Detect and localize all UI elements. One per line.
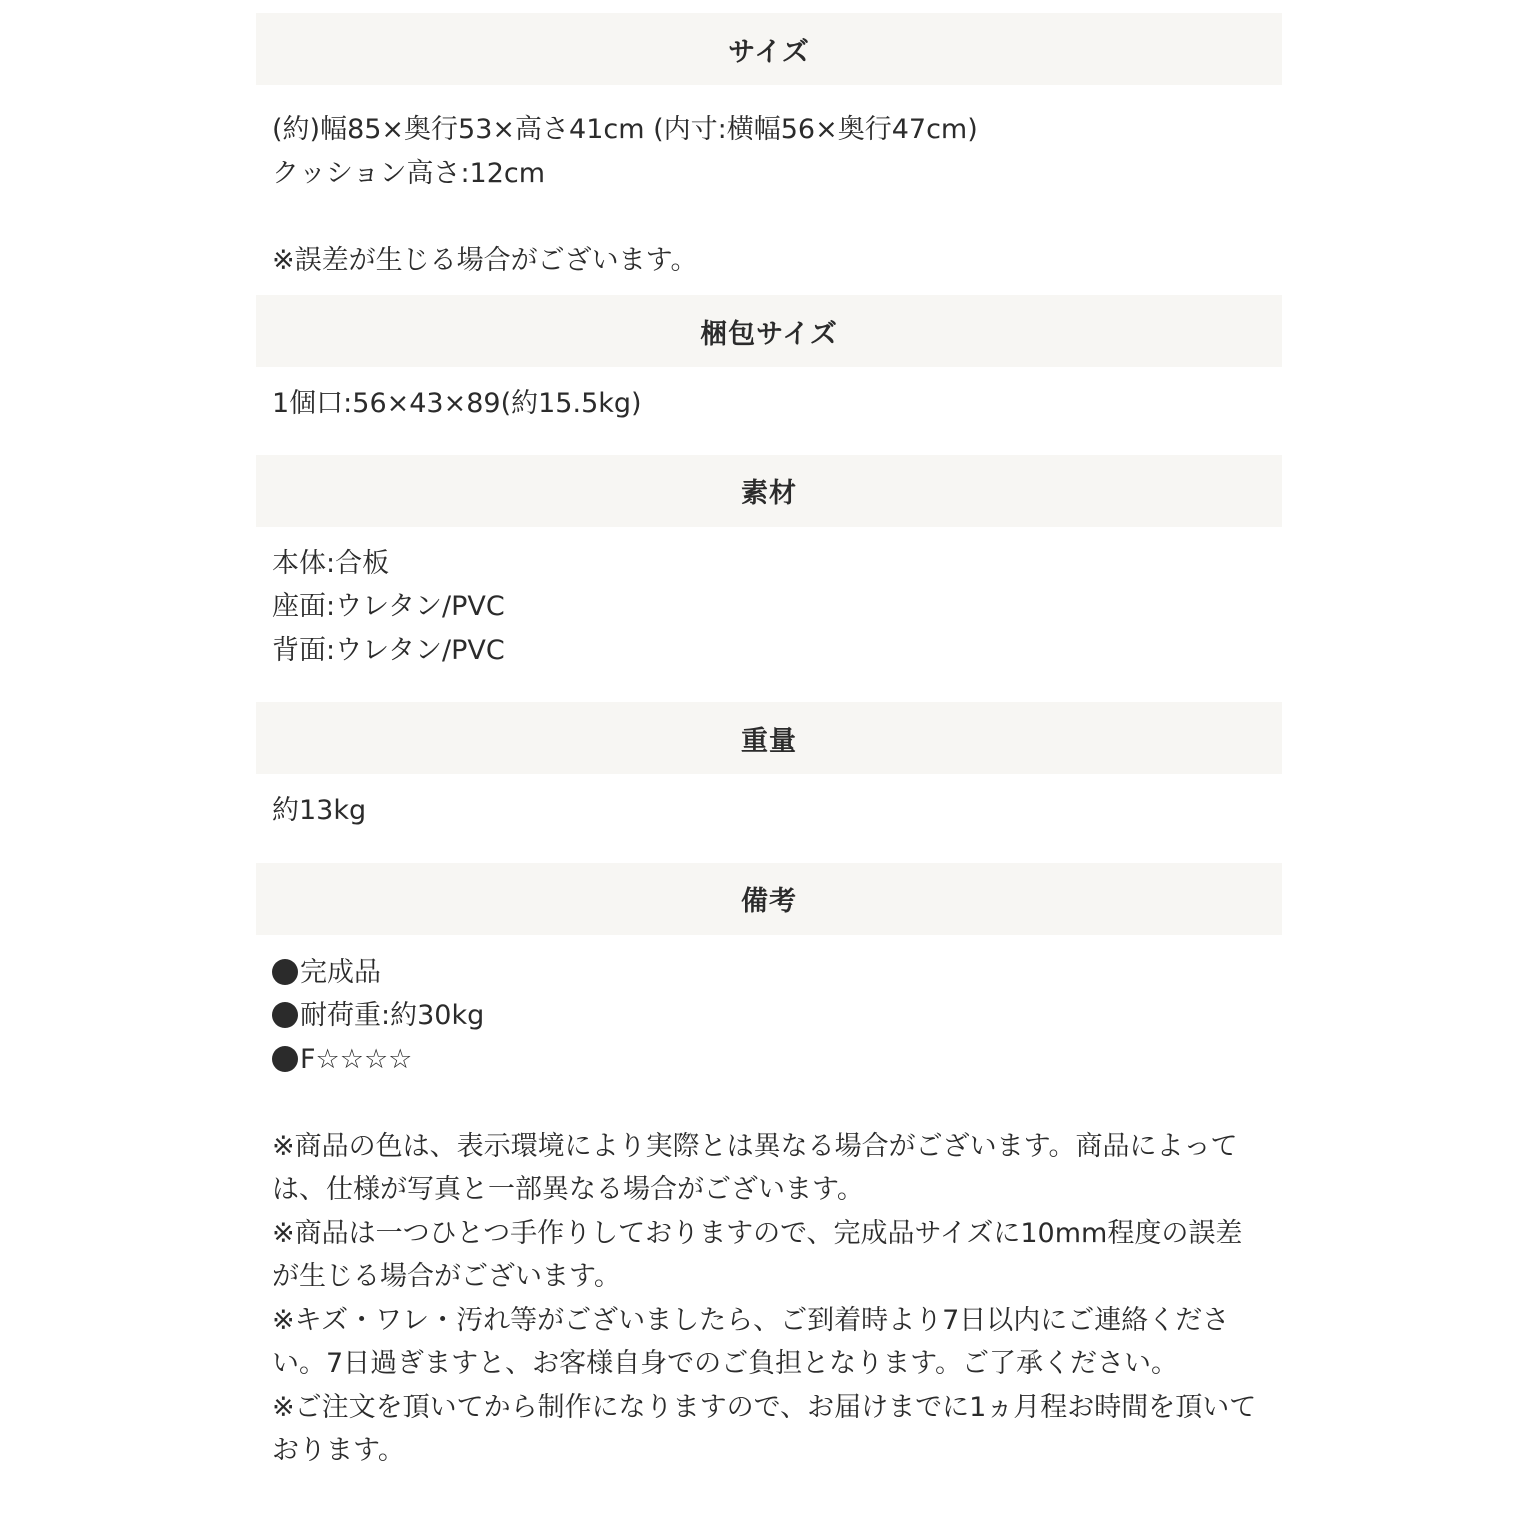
- note-bullet-item: F☆☆☆☆: [272, 1038, 1266, 1082]
- section-title-weight: 重量: [741, 725, 797, 757]
- section-body-package: [256, 367, 1282, 455]
- material-back: 背面:ウレタン/PVC: [272, 634, 505, 666]
- section-title-notes: 備考: [741, 886, 797, 917]
- note-bullet-item: 完成品: [272, 951, 1266, 995]
- blank-line: [272, 1081, 1266, 1125]
- bullet-icon: [272, 959, 298, 985]
- note-paragraph-damage: ※キズ・ワレ・汚れ等がございましたら、ご到着時より7日以内にご連絡ください。7日過ぎますと、お客様自身でのご負担となります。ご了承ください。: [272, 1304, 1230, 1379]
- size-cushion-height: クッション高さ:12cm: [272, 157, 546, 189]
- section-header-material: [256, 455, 1282, 527]
- section-body-notes: [256, 935, 1282, 1473]
- material-seat: 座面:ウレタン/PVC: [272, 591, 505, 622]
- spec-table: [256, 13, 1282, 1473]
- size-tolerance-note: ※誤差が生じる場合がございます。: [272, 244, 698, 276]
- section-body-weight: [256, 774, 1282, 863]
- section-header-weight: [256, 702, 1282, 774]
- note-paragraph-color: ※商品の色は、表示環境により実際とは異なる場合がございます。商品によっては、仕様が写真と一部異なる場合がございます。: [272, 1130, 1238, 1205]
- section-title-package: 梱包サイズ: [700, 318, 838, 350]
- material-body: 本体:合板: [272, 547, 390, 579]
- weight-value: 約13kg: [272, 795, 367, 826]
- section-title-material: 素材: [741, 478, 797, 509]
- package-size: 1個口:56×43×89(約15.5kg): [272, 388, 642, 419]
- blank-line: [272, 195, 1266, 239]
- section-header-package: [256, 295, 1282, 367]
- size-dimensions: (約)幅85×奥行53×高さ41cm (内寸:横幅56×奥行47cm): [272, 114, 978, 145]
- bullet-icon: [272, 1046, 298, 1072]
- note-paragraph-delivery: ※ご注文を頂いてから制作になりますので、お届けまでに1ヵ月程お時間を頂いております。: [272, 1391, 1257, 1466]
- section-header-size: [256, 13, 1282, 85]
- section-body-material: [256, 527, 1282, 703]
- section-title-size: サイズ: [728, 36, 810, 68]
- bullet-icon: [272, 1002, 298, 1028]
- note-paragraph-handmade: ※商品は一つひとつ手作りしておりますので、完成品サイズに10mm程度の誤差が生じる場合がございます。: [272, 1217, 1243, 1292]
- section-header-notes: [256, 863, 1282, 935]
- section-body-size: [256, 85, 1282, 295]
- note-bullet-item: 耐荷重:約30kg: [272, 994, 1266, 1038]
